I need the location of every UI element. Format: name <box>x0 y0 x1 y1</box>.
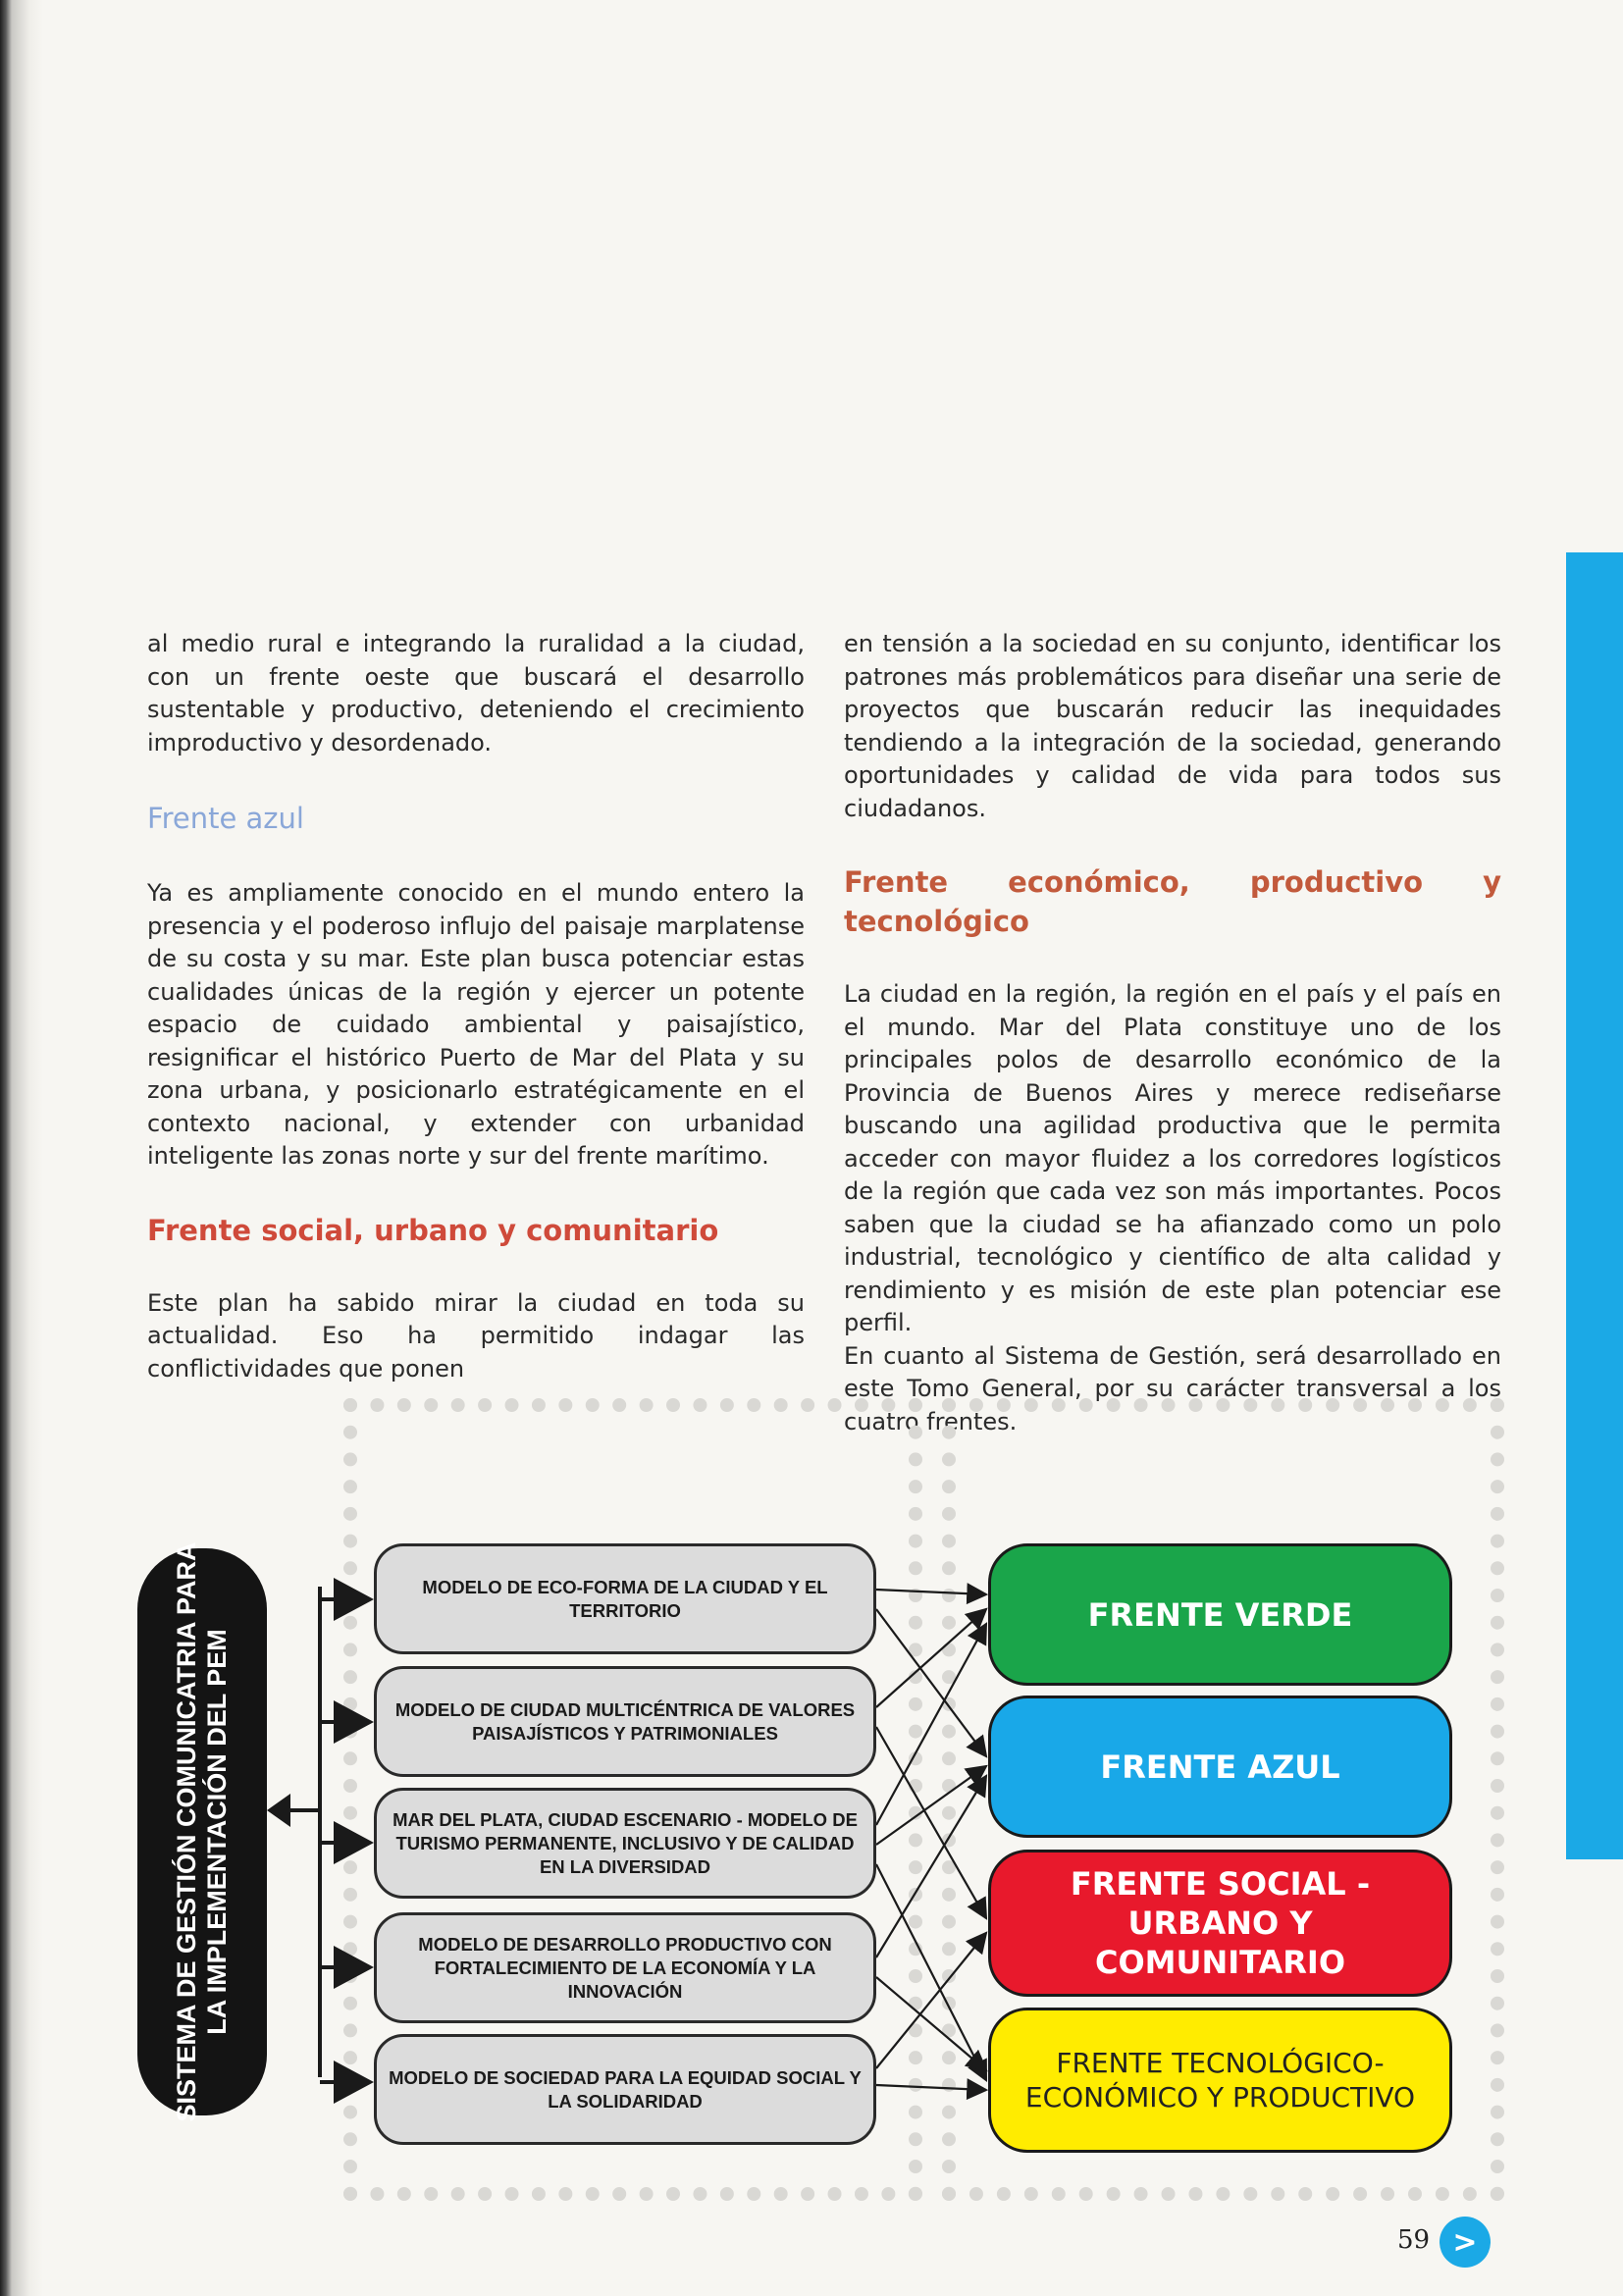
chapter-side-tab <box>1566 552 1623 1859</box>
frente-social-paragraph: Este plan ha sabido mirar la ciudad en toda su actualidad. Eso ha permitido indagar las conflictividades que ponen <box>147 1288 805 1383</box>
frente-economico-paragraph: La ciudad en la región, la región en el país y el país en el mundo. Mar del Plata constituye uno de los principales polos de desarrollo económico de la Provincia de Buenos Aires y merece rediseñarse buscando una agilidad productiva que le permita acceder con mayor fluidez a los corredores logísticos de la región que cada vez son más importantes. Pocos saben que la ciudad se ha afianzado como un polo industrial, tecnológico y científico de alta calidad y rendimiento y es misión de este plan potenciar ese perfil. <box>844 980 1501 1336</box>
right-column <box>844 628 1501 1438</box>
left-intro-paragraph: al medio rural e integrando la ruralidad a la ciudad, con un frente oeste que buscará el desarrollo sustentable y productivo, deteniendo el crecimiento improductivo y desordenado. <box>147 630 805 757</box>
heading-frente-azul: Frente azul <box>147 802 304 835</box>
page-number: 59 <box>1397 2225 1431 2255</box>
page-binding-shadow <box>0 0 43 2296</box>
heading-frente-social: Frente social, urbano y comunitario <box>147 1213 719 1247</box>
left-column <box>147 628 805 1385</box>
model-box-ciudad-escenario: MAR DEL PLATA, CIUDAD ESCENARIO - MODELO DE TURISMO PERMANENTE, INCLUSIVO Y DE CALIDAD EN LA DIVERSIDAD <box>374 1788 876 1899</box>
frente-social-box: FRENTE SOCIAL - URBANO Y COMUNITARIO <box>988 1850 1452 1997</box>
heading-frente-economico: Frente económico, productivo y tecnológico <box>844 865 1501 938</box>
sistema-gestion-paragraph: En cuanto al Sistema de Gestión, será desarrollado en este Tomo General, por su carácter transversal a los cuatro frentes. <box>844 1341 1501 1435</box>
frente-tecnologico-box: FRENTE TECNOLÓGICO-ECONÓMICO Y PRODUCTIVO <box>988 2008 1452 2153</box>
bracket-arrowhead-left <box>267 1794 290 1827</box>
model-box-desarrollo-productivo: MODELO DE DESARROLLO PRODUCTIVO CON FORTALECIMIENTO DE LA ECONOMÍA Y LA INNOVACIÓN <box>374 1912 876 2023</box>
model-box-eco-forma: MODELO DE ECO-FORMA DE LA CIUDAD Y EL TERRITORIO <box>374 1543 876 1654</box>
sistema-gestion-label <box>172 1541 233 2121</box>
model-box-sociedad-equidad: MODELO DE SOCIEDAD PARA LA EQUIDAD SOCIAL Y LA SOLIDARIDAD <box>374 2034 876 2145</box>
frente-azul-box: FRENTE AZUL <box>988 1696 1452 1838</box>
right-intro-paragraph: en tensión a la sociedad en su conjunto, identificar los patrones más problemáticos para diseñar una serie de proyectos que buscarán reducir las inequidades tendiendo a la integración de la sociedad, generando oportunidades y calidad de vida para todos sus ciudadanos. <box>844 630 1501 822</box>
frente-azul-paragraph: Ya es ampliamente conocido en el mundo entero la presencia y el poderoso influjo del paisaje marplatense de su costa y su mar. Este plan busca potenciar estas cualidades únicas de la región y ejercer un potente espacio de cuidado ambiental y paisajístico, resignificar el histórico Puerto de Mar del Plata y su zona urbana, y posicionarlo estratégicamente en el contexto nacional, y extender con urbanidad inteligente las zonas norte y sur del frente marítimo. <box>147 879 805 1170</box>
model-box-multicentrica: MODELO DE CIUDAD MULTICÉNTRICA DE VALORES PAISAJÍSTICOS Y PATRIMONIALES <box>374 1666 876 1777</box>
next-page-button[interactable]: > <box>1440 2217 1491 2268</box>
sistema-gestion-label-line2: LA IMPLEMENTACIÓN DEL PEM <box>202 1629 232 2035</box>
frente-verde-box: FRENTE VERDE <box>988 1543 1452 1686</box>
sistema-gestion-label-line1: SISTEMA DE GESTIÓN COMUNICATRIA PARA <box>172 1541 201 2122</box>
